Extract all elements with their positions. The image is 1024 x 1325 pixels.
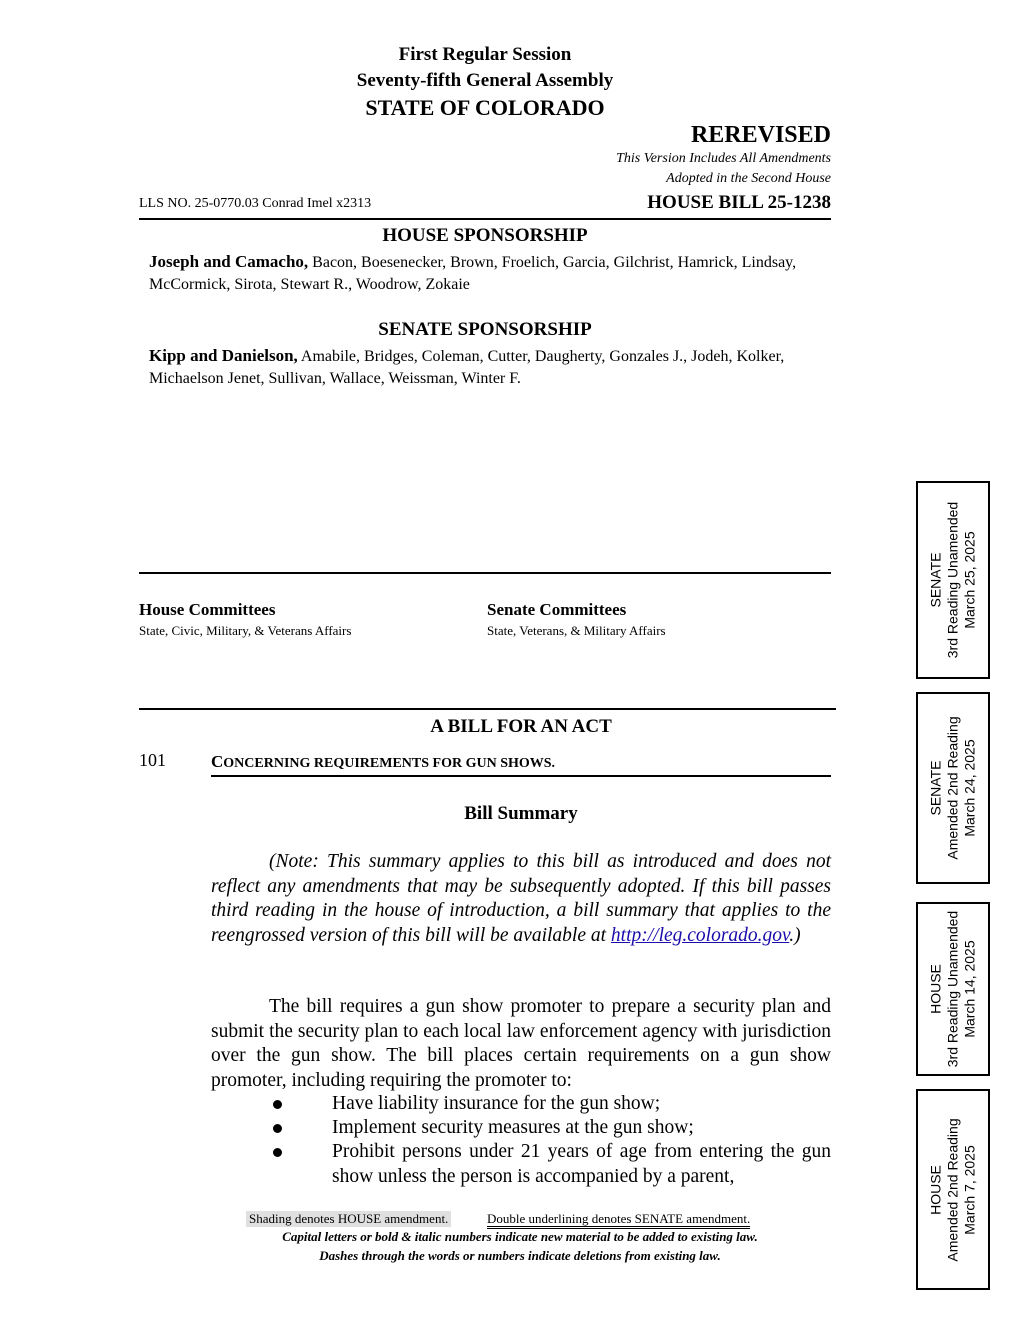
act-concerning — [211, 752, 555, 772]
reading-stamp — [916, 692, 990, 884]
house-committee-name: State, Civic, Military, & Veterans Affairs — [139, 623, 352, 638]
bullet-icon — [273, 1148, 282, 1157]
house-committees-title: House Committees — [139, 600, 276, 619]
footer-capital-legend: Capital letters or bold & italic numbers indicate new material to be added to existing law. — [282, 1229, 758, 1244]
reading-stamp — [916, 1089, 990, 1290]
stamp-action: 3rd Reading Unamended — [944, 910, 961, 1068]
leg-website-link[interactable]: http://leg.colorado.gov — [610, 924, 790, 946]
stamp-chamber: HOUSE — [927, 964, 944, 1014]
footer-shading-legend: Shading denotes HOUSE amendment. — [246, 1211, 451, 1227]
house-prime-sponsors: Joseph and Camacho, — [149, 252, 309, 271]
summary-note-text: (Note: This summary applies to this bill as introduced and does not reflect any amendments that may be subsequently adopted. If this bill passes third reading in the house of introduction, a bill summary that applies to the reengrossed version of this bill will be available at — [211, 851, 831, 946]
summary-paragraph — [211, 995, 831, 1093]
concerning-rule — [211, 775, 831, 777]
house-sponsors — [149, 251, 839, 296]
state-title: STATE OF COLORADO — [365, 95, 605, 120]
bill-number: HOUSE BILL 25-1238 — [647, 192, 831, 213]
senate-committee-name: State, Veterans, & Military Affairs — [487, 623, 666, 638]
stamp-chamber: SENATE — [927, 760, 944, 816]
reading-stamp — [916, 902, 990, 1076]
senate-cosponsors: Amabile, Bridges, Coleman, Cutter, Daugherty, Gonzales J., Jodeh, Kolker, Michaelson Jenet, Sullivan, Wallace, Weissman, Winter F. — [149, 348, 785, 387]
reading-stamp — [916, 481, 990, 679]
summary-paragraph-text: The bill requires a gun show promoter to prepare a security plan and submit the security plan to each local law enforcement agency with jurisdiction over the gun show. The bill places certain requirements on a gun show promoter, including requiring the promoter to: — [211, 996, 831, 1091]
stamp-action: 3rd Reading Unamended — [944, 501, 961, 659]
assembly-title: Seventy-fifth General Assembly — [356, 70, 614, 91]
committees-rule — [139, 572, 831, 574]
footer-double-underline-legend: Double underlining denotes SENATE amendment. — [487, 1211, 750, 1229]
bullet-icon — [273, 1124, 282, 1133]
senate-sponsors — [149, 345, 839, 390]
stamp-action: Amended 2nd Reading — [944, 1117, 961, 1262]
act-concerning-text: ONCERNING REQUIREMENTS FOR GUN SHOWS. — [223, 756, 556, 771]
bill-summary-title: Bill Summary — [464, 803, 578, 824]
list-item-text: Implement security measures at the gun show; — [332, 1117, 694, 1138]
act-concerning-initial: C — [211, 752, 224, 771]
version-note-line-1: This Version Includes All Amendments — [616, 151, 831, 166]
stamp-date: March 7, 2025 — [961, 1144, 978, 1235]
session-title: First Regular Session — [398, 44, 572, 65]
senate-sponsorship-title: SENATE SPONSORSHIP — [378, 319, 592, 340]
version-note-line-2: Adopted in the Second House — [666, 171, 831, 186]
house-sponsorship-title: HOUSE SPONSORSHIP — [382, 225, 588, 246]
list-item-text: Prohibit persons under 21 years of age from entering the gun show unless the person is accompanied by a parent, — [332, 1141, 831, 1187]
house-cosponsors: Bacon, Boesenecker, Brown, Froelich, Garcia, Gilchrist, Hamrick, Lindsay, McCormick, Sirota, Stewart R., Woodrow, Zokaie — [149, 254, 797, 293]
stamp-date: March 14, 2025 — [961, 940, 978, 1038]
header-rule — [139, 218, 831, 220]
senate-prime-sponsors: Kipp and Danielson, — [149, 346, 298, 365]
summary-note — [211, 850, 831, 948]
stamp-date: March 25, 2025 — [961, 531, 978, 629]
senate-committees-title: Senate Committees — [487, 600, 627, 619]
version-status: REREVISED — [690, 122, 831, 148]
act-rule — [139, 708, 836, 710]
lls-number: LLS NO. 25-0770.03 Conrad Imel x2313 — [139, 196, 372, 211]
stamp-date: March 24, 2025 — [961, 739, 978, 837]
stamp-action: Amended 2nd Reading — [944, 716, 961, 860]
summary-note-end: .) — [789, 924, 801, 946]
bullet-icon — [273, 1100, 282, 1109]
act-title: A BILL FOR AN ACT — [430, 716, 612, 737]
footer-dashes-legend: Dashes through the words or numbers indicate deletions from existing law. — [319, 1248, 721, 1263]
line-number: 101 — [139, 750, 166, 770]
stamp-chamber: HOUSE — [927, 1164, 944, 1215]
stamp-chamber: SENATE — [927, 552, 944, 608]
list-item-text: Have liability insurance for the gun show; — [332, 1093, 661, 1114]
